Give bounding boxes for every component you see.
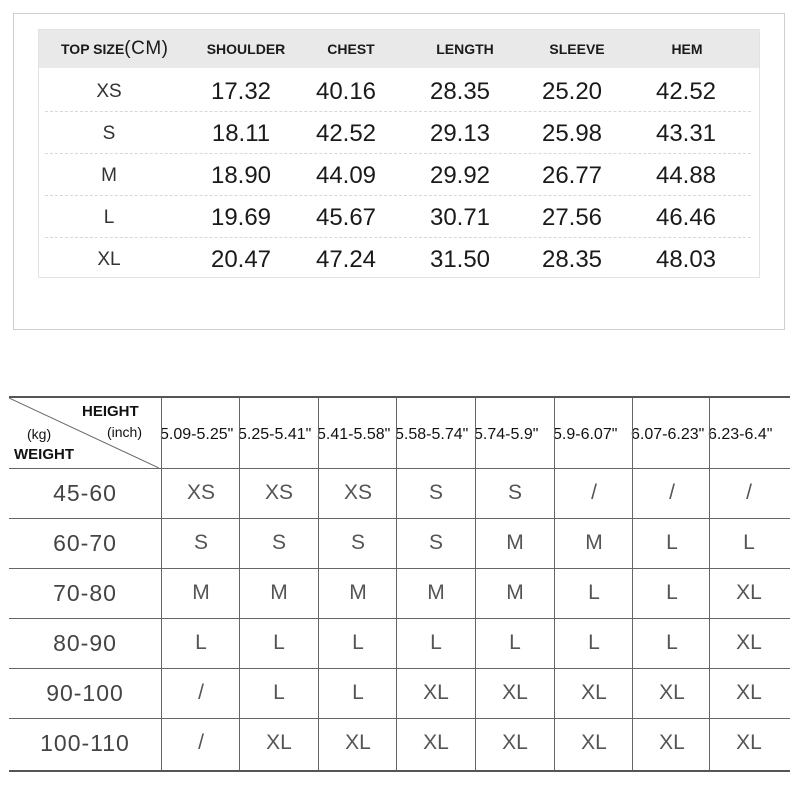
sleeve-cell: 27.56	[541, 204, 603, 231]
top-size-label: TOP SIZE	[61, 41, 125, 57]
recommended-size-cell: S	[271, 531, 286, 554]
fit-grid-row	[9, 618, 790, 669]
recommended-size-cell: S	[428, 531, 443, 554]
recommended-size-cell: /	[198, 731, 204, 754]
column-divider	[318, 398, 319, 770]
recommended-size-cell: L	[666, 531, 678, 554]
fit-grid-row	[9, 668, 790, 719]
recommended-size-cell: L	[352, 681, 364, 704]
height-range-header: 5.9-6.07"	[553, 426, 618, 443]
recommended-size-cell: L	[352, 631, 364, 654]
shoulder-cell: 20.47	[210, 246, 272, 273]
recommended-size-cell: L	[743, 531, 755, 554]
recommended-size-cell: M	[506, 531, 524, 554]
fit-grid-header	[9, 398, 790, 469]
hem-cell: 44.88	[655, 162, 717, 189]
weight-range-cell: 90-100	[46, 680, 124, 706]
recommended-size-cell: /	[591, 481, 597, 504]
weight-range-cell: 70-80	[53, 580, 117, 606]
sleeve-cell: 28.35	[541, 246, 603, 273]
recommended-size-cell: XL	[659, 681, 685, 704]
fit-grid-row	[9, 718, 790, 768]
size-cell: L	[103, 207, 115, 228]
chest-cell: 44.09	[315, 162, 377, 189]
recommended-size-cell: XS	[264, 481, 293, 504]
recommended-size-cell: XL	[659, 731, 685, 754]
top-size-row	[39, 112, 759, 154]
recommended-size-cell: XL	[423, 681, 449, 704]
length-cell: 31.50	[429, 246, 491, 273]
column-divider	[161, 398, 162, 770]
top-size-row	[39, 154, 759, 196]
recommended-size-cell: XL	[736, 681, 762, 704]
fit-grid-row	[9, 568, 790, 619]
column-divider	[709, 398, 710, 770]
sleeve-cell: 26.77	[541, 162, 603, 189]
recommended-size-cell: XL	[502, 681, 528, 704]
recommended-size-cell: L	[588, 581, 600, 604]
size-cell: XS	[96, 81, 122, 102]
shoulder-cell: 19.69	[210, 204, 272, 231]
chest-cell: 45.67	[315, 204, 377, 231]
recommended-size-cell: L	[588, 631, 600, 654]
recommended-size-cell: M	[506, 581, 524, 604]
height-weight-fit-grid	[9, 396, 790, 772]
recommended-size-cell: /	[198, 681, 204, 704]
column-divider	[396, 398, 397, 770]
recommended-size-cell: M	[192, 581, 210, 604]
recommended-size-cell: L	[509, 631, 521, 654]
top-size-row	[39, 238, 759, 280]
recommended-size-cell: M	[270, 581, 288, 604]
height-unit-label: (inch)	[107, 424, 143, 440]
column-divider	[554, 398, 555, 770]
top-size-row	[39, 196, 759, 238]
sleeve-column-header: SLEEVE	[549, 41, 605, 57]
unit-label: (CM)	[124, 38, 169, 59]
height-range-header: 5.09-5.25"	[160, 426, 234, 443]
length-cell: 29.13	[429, 120, 491, 147]
hem-column-header: HEM	[671, 41, 703, 57]
height-range-header: 6.23-6.4"	[708, 426, 773, 443]
weight-range-cell: 45-60	[53, 480, 117, 506]
recommended-size-cell: XL	[345, 731, 371, 754]
recommended-size-cell: L	[430, 631, 442, 654]
length-cell: 28.35	[429, 78, 491, 105]
recommended-size-cell: L	[195, 631, 207, 654]
recommended-size-cell: XL	[736, 731, 762, 754]
recommended-size-cell: S	[428, 481, 443, 504]
recommended-size-cell: L	[273, 631, 285, 654]
column-divider	[632, 398, 633, 770]
recommended-size-cell: L	[666, 631, 678, 654]
recommended-size-cell: XL	[736, 631, 762, 654]
chest-cell: 40.16	[315, 78, 377, 105]
column-divider	[239, 398, 240, 770]
recommended-size-cell: L	[666, 581, 678, 604]
hem-cell: 42.52	[655, 78, 717, 105]
recommended-size-cell: /	[746, 481, 752, 504]
height-range-header: 5.41-5.58"	[317, 426, 391, 443]
top-size-table	[38, 29, 760, 278]
weight-range-cell: 60-70	[53, 530, 117, 556]
height-range-header: 5.25-5.41"	[238, 426, 312, 443]
top-size-table-header	[39, 30, 759, 68]
recommended-size-cell: /	[669, 481, 675, 504]
recommended-size-cell: XL	[266, 731, 292, 754]
size-column-header	[61, 30, 191, 68]
weight-range-cell: 80-90	[53, 630, 117, 656]
height-range-header: 6.07-6.23"	[631, 426, 705, 443]
recommended-size-cell: XL	[581, 731, 607, 754]
shoulder-column-header: SHOULDER	[206, 41, 286, 57]
chest-column-header: CHEST	[327, 41, 375, 57]
sleeve-cell: 25.98	[541, 120, 603, 147]
weight-unit-label: (kg)	[27, 426, 52, 442]
recommended-size-cell: M	[349, 581, 367, 604]
height-range-header: 5.58-5.74"	[395, 426, 469, 443]
fit-grid-row	[9, 468, 790, 519]
shoulder-cell: 18.11	[211, 120, 271, 147]
recommended-size-cell: L	[273, 681, 285, 704]
recommended-size-cell: XS	[186, 481, 215, 504]
recommended-size-cell: XL	[736, 581, 762, 604]
shoulder-cell: 17.32	[210, 78, 272, 105]
size-cell: M	[101, 165, 117, 186]
hem-cell: 46.46	[655, 204, 717, 231]
length-cell: 30.71	[429, 204, 491, 231]
recommended-size-cell: XL	[423, 731, 449, 754]
recommended-size-cell: M	[585, 531, 603, 554]
size-cell: XL	[97, 249, 121, 270]
recommended-size-cell: XL	[581, 681, 607, 704]
sleeve-cell: 25.20	[541, 78, 603, 105]
length-column-header: LENGTH	[436, 41, 494, 57]
recommended-size-cell: XS	[343, 481, 372, 504]
recommended-size-cell: S	[193, 531, 208, 554]
shoulder-cell: 18.90	[210, 162, 272, 189]
chest-cell: 47.24	[315, 246, 377, 273]
recommended-size-cell: M	[427, 581, 445, 604]
hem-cell: 43.31	[655, 120, 717, 147]
top-size-row	[39, 70, 759, 112]
chest-cell: 42.52	[315, 120, 377, 147]
recommended-size-cell: S	[350, 531, 365, 554]
height-label: HEIGHT	[82, 403, 139, 420]
hem-cell: 48.03	[655, 246, 717, 273]
weight-range-cell: 100-110	[40, 730, 130, 756]
weight-label: WEIGHT	[14, 446, 74, 463]
recommended-size-cell: XL	[502, 731, 528, 754]
recommended-size-cell: S	[507, 481, 522, 504]
length-cell: 29.92	[429, 162, 491, 189]
size-cell: S	[102, 123, 116, 144]
height-range-header: 5.74-5.9"	[474, 426, 539, 443]
fit-grid-row	[9, 518, 790, 569]
column-divider	[475, 398, 476, 770]
